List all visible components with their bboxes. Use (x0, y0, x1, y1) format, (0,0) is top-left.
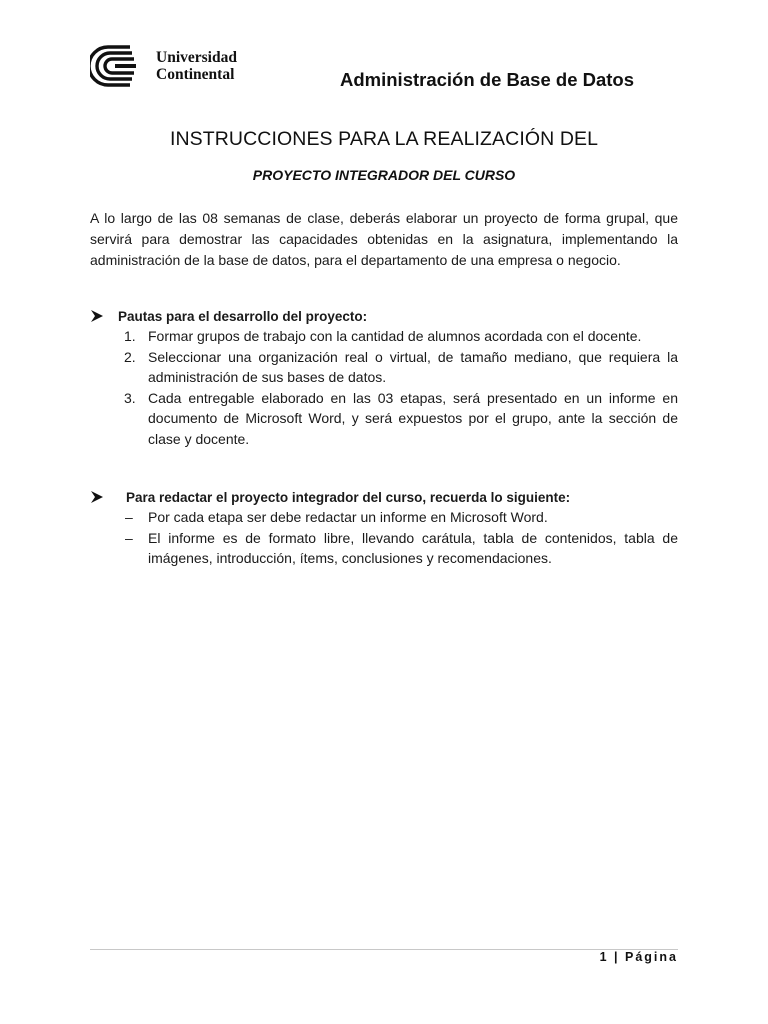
section-heading (90, 487, 678, 507)
logo-text (156, 49, 237, 83)
section-heading (90, 306, 678, 326)
list-item-text: Por cada etapa ser debe redactar un informe en Microsoft Word. (148, 509, 548, 525)
guidelines-list (90, 326, 678, 449)
page-number: 1 (599, 950, 609, 964)
document-subtitle: PROYECTO INTEGRADOR DEL CURSO (252, 167, 516, 183)
arrowhead-bullet-icon (90, 309, 104, 323)
footer-separator: | (614, 950, 620, 964)
guidelines-section (90, 306, 678, 449)
list-item (90, 507, 678, 528)
course-title: Administración de Base de Datos (340, 69, 635, 90)
list-item (90, 326, 678, 347)
document-title: INSTRUCCIONES PARA LA REALIZACIÓN DEL (169, 128, 599, 150)
list-item-text: Formar grupos de trabajo con la cantidad de alumnos acordada con el docente. (148, 328, 642, 344)
footer-divider (90, 949, 678, 950)
list-marker: 3. (124, 389, 136, 406)
list-item-text: Cada entregable elaborado en las 03 etapas, será presentado en un informe en documento de Microsoft Word, y será expuestos por el grupo, ante la sección de clase y docente. (148, 389, 678, 447)
list-item (90, 388, 678, 450)
intro-paragraph: A lo largo de las 08 semanas de clase, deberás elaborar un proyecto de forma grupal, que servirá para demostrar las capacidades obtenidas en la asignatura, implementando la administración de la base de datos, para el departamento de una empresa o negocio. (90, 210, 678, 268)
page-footer (600, 950, 678, 964)
arrowhead-bullet-icon (90, 490, 104, 504)
list-item (90, 528, 678, 569)
university-logo (90, 44, 237, 88)
logo-mark-icon (90, 44, 148, 88)
logo-line-1: Universidad (156, 49, 237, 66)
list-marker: – (125, 509, 133, 525)
list-marker: 1. (124, 328, 136, 344)
writing-list (90, 507, 678, 569)
section-title: Pautas para el desarrollo del proyecto: (118, 308, 368, 324)
list-item-text: Seleccionar una organización real o virtual, de tamaño mediano, que requiera la administración de sus bases de datos. (148, 348, 678, 385)
list-marker: 2. (124, 348, 136, 365)
page-label: Página (625, 950, 678, 964)
list-item (90, 347, 678, 388)
section-title: Para redactar el proyecto integrador del curso, recuerda lo siguiente: (126, 489, 571, 505)
logo-line-2: Continental (156, 66, 235, 83)
writing-section (90, 487, 678, 569)
list-marker: – (125, 529, 133, 546)
list-item-text: El informe es de formato libre, llevando carátula, tabla de contenidos, tabla de imágenes, introducción, ítems, conclusiones y recomendaciones. (148, 529, 678, 566)
